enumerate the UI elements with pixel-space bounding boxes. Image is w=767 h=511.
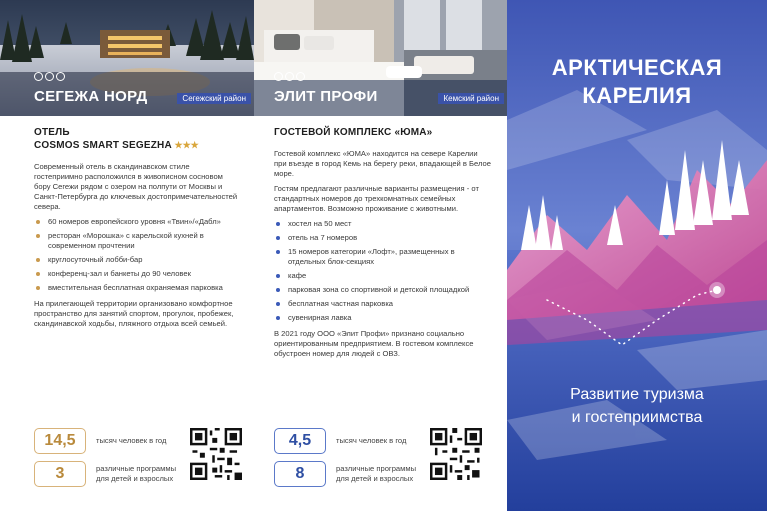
list-item: бесплатная частная парковка xyxy=(274,299,491,309)
qr-code-icon[interactable] xyxy=(190,428,242,480)
intro-paragraph: Гостевой комплекс «ЮМА» находится на севере Карелии при въезде в город Кемь на берегу реки, впадающей в Белое море. xyxy=(274,149,491,178)
decorative-rings-icon xyxy=(34,72,65,81)
visitors-value: 4,5 xyxy=(274,428,326,454)
amenities-list xyxy=(274,219,491,323)
outro-paragraph: На прилегающей территории организовано комфортное пространство для занятий спортом, прогулок, пробежек, скандинавской ходьбы, пляжного отдыха всей семьей. xyxy=(34,299,234,328)
elit-profi-panel xyxy=(254,0,507,511)
district-badge: Сегежский район xyxy=(177,93,251,104)
programs-value: 3 xyxy=(34,461,86,487)
list-item: вместительная бесплатная охраняемая парковка xyxy=(34,283,240,293)
programs-label: различные программы для детей и взрослых xyxy=(96,463,177,483)
stats-block xyxy=(34,426,244,492)
list-item: сувенирная лавка xyxy=(274,313,491,323)
intro-paragraph: Гостям предлагают различные варианты размещения - от стандартных номеров до трехкомнатных семейных апартаментов. Возможно проживание с животными. xyxy=(274,184,479,213)
hotel-title: ГОСТЕВОЙ КОМПЛЕКС «ЮМА» xyxy=(274,127,433,138)
cover-panel xyxy=(507,0,767,511)
list-item: конференц-зал и банкеты до 90 человек xyxy=(34,269,240,279)
programs-label: различные программы для детей и взрослых xyxy=(336,463,417,483)
intro-paragraph: Современный отель в скандинавском стиле гостеприимно расположился в живописном сосновом бору Сегежи рядом с озером на полпути от Москвы и Санкт-Петербурга до ключевых достопримечательностей севера. xyxy=(34,162,238,211)
outro-paragraph: В 2021 году ООО «Элит Профи» признано социально ориентированным предприятием. В гостевом комплексе обустроен номер для людей с ОВЗ. xyxy=(274,329,474,358)
list-item: кафе xyxy=(274,271,491,281)
list-item: ресторан «Морошка» с карельской кухней в современном прочтении xyxy=(34,231,240,251)
stars-icon: ★★★ xyxy=(174,140,199,150)
programs-value: 8 xyxy=(274,461,326,487)
list-item: хостел на 50 мест xyxy=(274,219,491,229)
list-item: 15 номеров категории «Лофт», размещенных в отдельных блок-секциях xyxy=(274,247,491,267)
list-item: круглосуточный лобби-бар xyxy=(34,255,240,265)
list-item: парковая зона со спортивной и детской площадкой xyxy=(274,285,491,295)
location-title: СЕГЕЖА НОРД xyxy=(34,88,148,105)
list-item: 60 номеров европейского уровня «Твин»/«Дабл» xyxy=(34,217,240,227)
district-badge: Кемский район xyxy=(438,93,504,104)
cover-subtitle: Развитие туризма и гостеприимства xyxy=(570,386,704,426)
segezha-nord-panel xyxy=(0,0,254,511)
visitors-label: тысяч человек в год xyxy=(336,435,407,445)
location-title: ЭЛИТ ПРОФИ xyxy=(274,88,378,105)
hotel-room-photo xyxy=(254,0,507,116)
hotel-description xyxy=(274,126,491,364)
qr-code-icon[interactable] xyxy=(430,428,482,480)
hotel-title: ОТЕЛЬ COSMOS SMART SEGEZHA ★★★ xyxy=(34,127,199,151)
hotel-exterior-photo xyxy=(0,0,254,116)
decorative-rings-icon xyxy=(274,72,305,81)
visitors-label: тысяч человек в год xyxy=(96,435,167,445)
hotel-description xyxy=(34,126,240,334)
stats-block xyxy=(274,426,484,492)
amenities-list xyxy=(34,217,240,293)
list-item: отель на 7 номеров xyxy=(274,233,491,243)
cover-title: АРКТИЧЕСКАЯ КАРЕЛИЯ xyxy=(551,55,723,108)
visitors-value: 14,5 xyxy=(34,428,86,454)
